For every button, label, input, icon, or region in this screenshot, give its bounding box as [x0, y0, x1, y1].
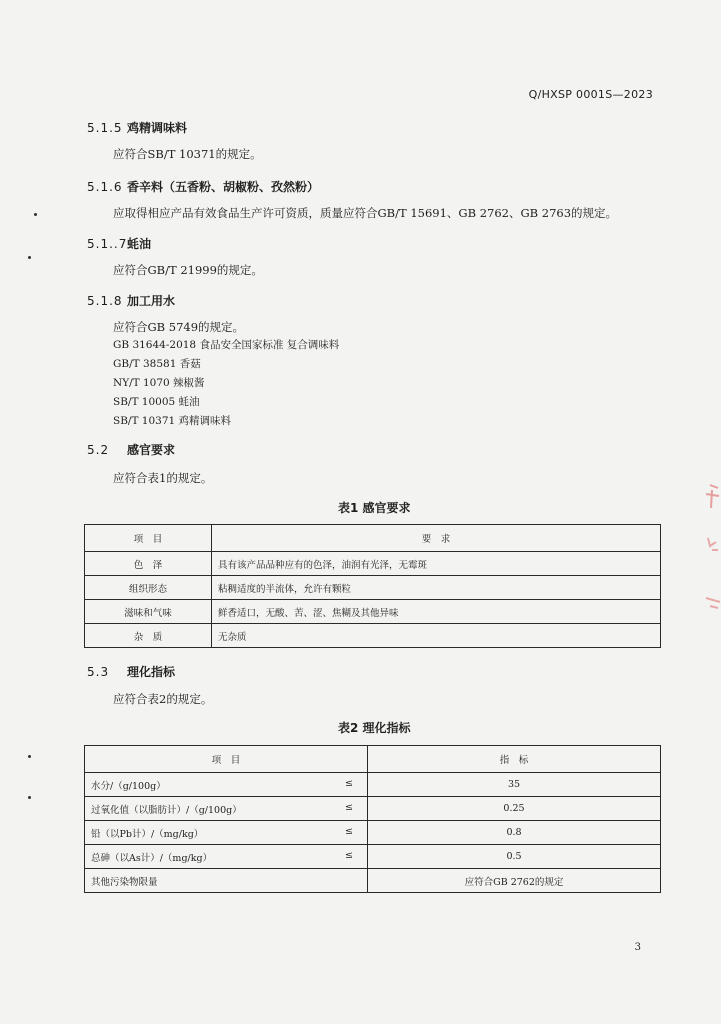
- table-header-cell: 指 标: [368, 746, 661, 773]
- table-cell: 鲜香适口，无酸、苦、涩、焦糊及其他异味: [212, 600, 661, 624]
- table-cell: 具有该产品品种应有的色泽，油润有光泽，无霉斑: [212, 552, 661, 576]
- standard-reference: GB 31644-2018 食品安全国家标准 复合调味料: [113, 339, 340, 351]
- table-row: [85, 624, 661, 648]
- table-cell: 0.5: [368, 845, 661, 869]
- table-cell: 水分/（g/100g） ≤: [85, 773, 368, 797]
- table-row: [85, 552, 661, 576]
- section-heading: 5.1..7蚝油: [87, 237, 152, 251]
- table-header-row: [85, 746, 661, 773]
- page-number: 3: [634, 942, 641, 953]
- table-caption: 表1 感官要求: [338, 501, 411, 515]
- document-code: Q/HXSP 0001S—2023: [528, 88, 653, 101]
- table-row: [85, 773, 661, 797]
- standard-reference: NY/T 1070 辣椒酱: [113, 377, 205, 389]
- scan-dot: [28, 256, 31, 259]
- section-text: 应符合表2的规定。: [113, 692, 213, 706]
- table-cell: 杂 质: [85, 624, 212, 648]
- scan-dot: [28, 796, 31, 799]
- table-cell: 粘稠适度的半流体，允许有颗粒: [212, 576, 661, 600]
- standard-reference: GB/T 38581 香菇: [113, 358, 201, 370]
- section-heading: 5.1.6 香辛料（五香粉、胡椒粉、孜然粉）: [87, 180, 320, 194]
- table-header-row: [85, 525, 661, 552]
- stamp-fragment: [700, 480, 721, 620]
- scan-dot: [34, 213, 37, 216]
- table-cell: 色 泽: [85, 552, 212, 576]
- table-cell: 应符合GB 2762的规定: [368, 869, 661, 893]
- table-header-cell: 要 求: [212, 525, 661, 552]
- table-cell: 总砷（以As计）/（mg/kg） ≤: [85, 845, 368, 869]
- table-cell: 35: [368, 773, 661, 797]
- table-row: [85, 600, 661, 624]
- table-cell: 0.25: [368, 797, 661, 821]
- table-row: [85, 576, 661, 600]
- scan-dot: [28, 755, 31, 758]
- table-row: [85, 869, 661, 893]
- section-text: 应符合表1的规定。: [113, 471, 213, 485]
- physicochemical-table: [84, 745, 661, 893]
- table-cell: 无杂质: [212, 624, 661, 648]
- section-heading: 5.3 理化指标: [87, 665, 176, 679]
- section-text: 应符合GB/T 21999的规定。: [113, 263, 263, 277]
- section-heading: 5.1.5 鸡精调味料: [87, 121, 188, 135]
- table-row: [85, 797, 661, 821]
- table-header-cell: 项 目: [85, 525, 212, 552]
- table-cell: 过氧化值（以脂肪计）/（g/100g） ≤: [85, 797, 368, 821]
- standard-reference: SB/T 10005 蚝油: [113, 396, 200, 408]
- table-header-cell: 项 目: [85, 746, 368, 773]
- table-cell: 0.8: [368, 821, 661, 845]
- section-heading: 5.1.8 加工用水: [87, 294, 176, 308]
- table-cell: 滋味和气味: [85, 600, 212, 624]
- section-text: 应符合GB 5749的规定。: [113, 320, 245, 334]
- section-text: 应符合SB/T 10371的规定。: [113, 147, 262, 161]
- table-row: [85, 845, 661, 869]
- sensory-table: [84, 524, 661, 648]
- table-cell: 组织形态: [85, 576, 212, 600]
- table-caption: 表2 理化指标: [338, 721, 411, 735]
- section-heading: 5.2 感官要求: [87, 443, 176, 457]
- table-cell: 其他污染物限量: [85, 869, 368, 893]
- section-text: 应取得相应产品有效食品生产许可资质，质量应符合GB/T 15691、GB 2762、GB 2763的规定。: [113, 206, 618, 220]
- table-cell: 铅（以Pb计）/（mg/kg） ≤: [85, 821, 368, 845]
- standard-reference: SB/T 10371 鸡精调味料: [113, 415, 232, 427]
- table-row: [85, 821, 661, 845]
